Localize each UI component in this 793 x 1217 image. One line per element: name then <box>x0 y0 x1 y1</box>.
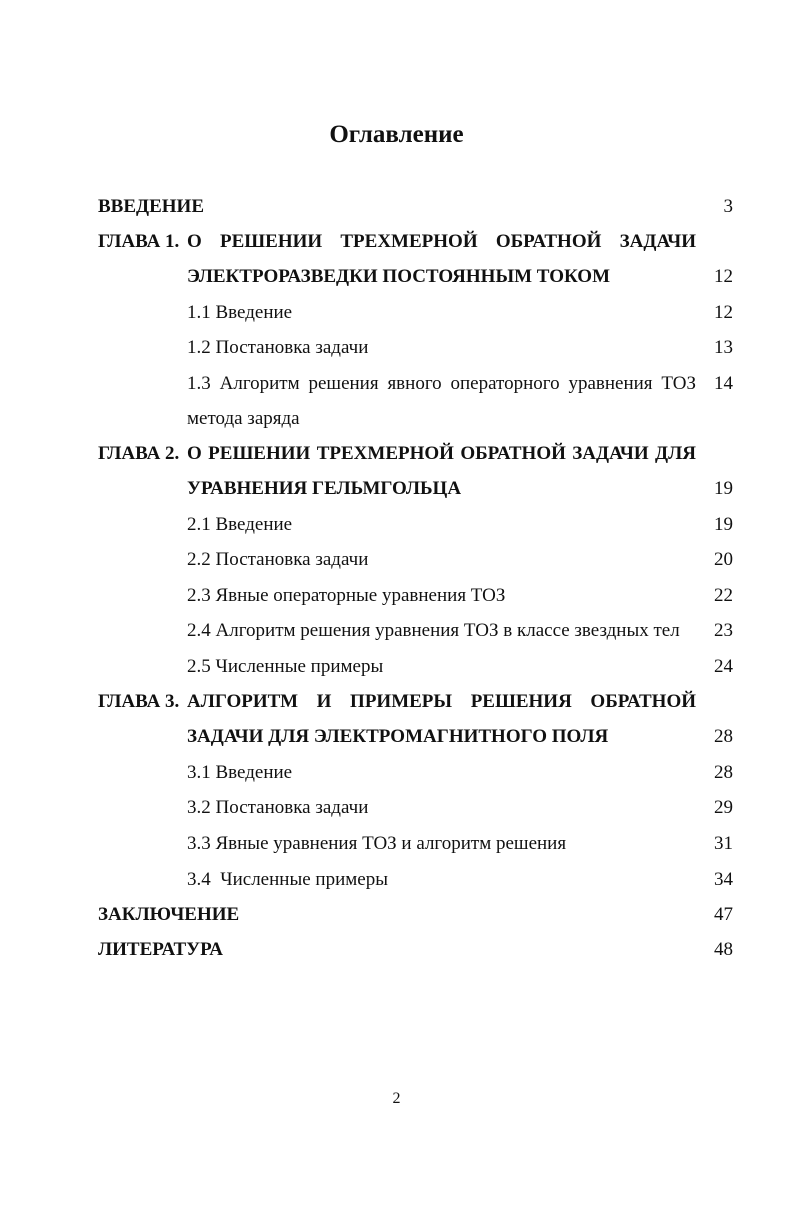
section-label: 2.4 Алгоритм решения уравнения ТОЗ в классе звездных тел <box>187 620 680 641</box>
section-label: 2.1 Введение <box>187 514 293 535</box>
toc-page-number: 13 <box>714 337 733 358</box>
section-label: 1.1 Введение <box>187 302 293 323</box>
toc-page-number: 12 <box>714 302 733 323</box>
toc-page-number: 31 <box>714 833 733 854</box>
toc-page-number: 24 <box>714 656 733 677</box>
chapter-title-line1: О РЕШЕНИИ ТРЕХМЕРНОЙ ОБРАТНОЙ ЗАДАЧИ <box>187 231 696 252</box>
toc-page-number: 22 <box>714 585 733 606</box>
toc-page-number: 3 <box>723 196 733 217</box>
section-label: 3.4 Численные примеры <box>187 869 388 890</box>
chapter-prefix: ГЛАВА 1. <box>98 231 180 252</box>
toc-page-number: 28 <box>714 762 733 783</box>
chapter-prefix: ГЛАВА 3. <box>98 691 180 712</box>
page-number: 2 <box>392 1090 401 1107</box>
toc-label: ВВЕДЕНИЕ <box>98 196 204 217</box>
page-title: Оглавление <box>329 121 464 148</box>
section-label: 3.2 Постановка задачи <box>187 797 369 818</box>
section-label-line2: метода заряда <box>187 408 300 429</box>
toc-page-number: 12 <box>714 266 733 287</box>
toc-label: ЗАКЛЮЧЕНИЕ <box>98 904 240 925</box>
section-label: 1.2 Постановка задачи <box>187 337 369 358</box>
chapter-title-line1: АЛГОРИТМ И ПРИМЕРЫ РЕШЕНИЯ ОБРАТНОЙ <box>187 691 696 712</box>
toc-page-number: 20 <box>714 549 733 570</box>
toc-page-number: 19 <box>714 478 733 499</box>
section-label: 1.3 Алгоритм решения явного операторного уравнения ТОЗ <box>187 373 696 394</box>
chapter-title-line2: УРАВНЕНИЯ ГЕЛЬМГОЛЬЦА <box>187 478 462 499</box>
section-label: 2.3 Явные операторные уравнения ТОЗ <box>187 585 506 606</box>
toc-page-number: 28 <box>714 726 733 747</box>
toc-page-number: 29 <box>714 797 733 818</box>
section-label: 2.5 Численные примеры <box>187 656 384 677</box>
toc-page-number: 48 <box>714 939 733 960</box>
toc-page-number: 23 <box>714 620 733 641</box>
section-label: 2.2 Постановка задачи <box>187 549 369 570</box>
toc-label: ЛИТЕРАТУРА <box>98 939 224 960</box>
toc-page-number: 14 <box>714 373 733 394</box>
chapter-prefix: ГЛАВА 2. <box>98 443 180 464</box>
section-label: 3.1 Введение <box>187 762 293 783</box>
toc-page-number: 34 <box>714 869 733 890</box>
chapter-title-line2: ЭЛЕКТРОРАЗВЕДКИ ПОСТОЯННЫМ ТОКОМ <box>187 266 611 287</box>
chapter-title-line1: О РЕШЕНИИ ТРЕХМЕРНОЙ ОБРАТНОЙ ЗАДАЧИ ДЛЯ <box>187 443 696 464</box>
toc-page-number: 19 <box>714 514 733 535</box>
toc-page-number: 47 <box>714 904 733 925</box>
chapter-title-line2: ЗАДАЧИ ДЛЯ ЭЛЕКТРОМАГНИТНОГО ПОЛЯ <box>187 726 609 747</box>
section-label: 3.3 Явные уравнения ТОЗ и алгоритм решения <box>187 833 567 854</box>
